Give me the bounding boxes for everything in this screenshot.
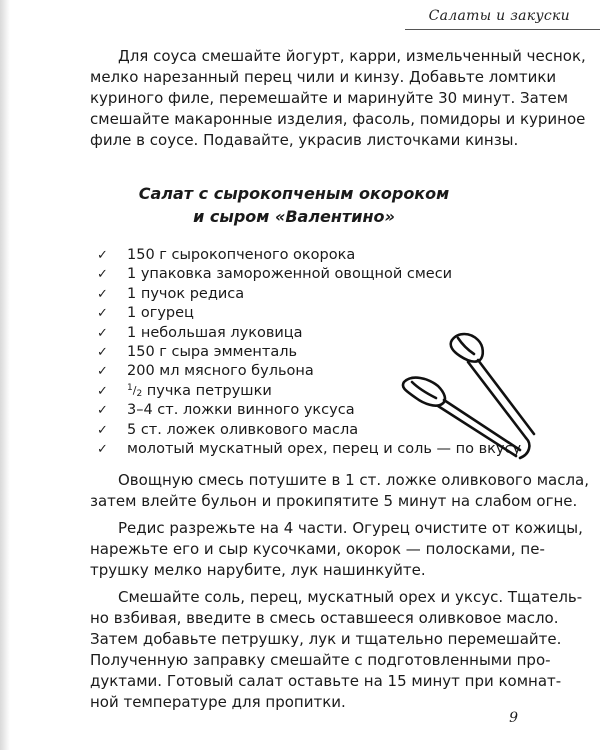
ingredient-text: 1 пучок редиса [127, 285, 245, 302]
ingredient-item [97, 265, 521, 284]
ingredient-item [97, 285, 521, 304]
text-line: мелко нарезанный перец чили и кинзу. Добавьте ломтики [90, 68, 557, 86]
ingredient-text: 5 ст. ложек оливкового масла [127, 421, 359, 438]
checkmark-icon: ✓ [97, 267, 108, 283]
method-paragraph [90, 470, 589, 713]
checkmark-icon: ✓ [97, 441, 108, 457]
recipe-title-line: Салат с сырокопченым окороком [138, 184, 450, 203]
text-line: Овощную смесь потушите в 1 ст. ложке оливкового масла, [118, 471, 589, 489]
text-line: трушку мелко нарубите, лук нашинкуйте. [90, 561, 426, 579]
ingredient-item [97, 246, 521, 265]
page-gutter-shadow [0, 0, 10, 750]
ingredient-text: молотый мускатный орех, перец и соль — по вкусу [127, 440, 522, 457]
ingredient-text: пучка петрушки [146, 382, 272, 399]
checkmark-icon: ✓ [97, 344, 108, 360]
checkmark-icon: ✓ [97, 248, 108, 263]
text-line: затем влейте бульон и прокипятите 5 минут на слабом огне. [90, 492, 578, 510]
page-number: 9 [509, 710, 518, 726]
fraction-half: $^1/_2$ [127, 382, 143, 399]
checkmark-icon: ✓ [97, 364, 108, 380]
text-line: смешайте макаронные изделия, фасоль, помидоры и куриное [90, 110, 586, 128]
recipe-title-line: и сыром «Валентино» [193, 207, 395, 226]
ingredient-text: 200 мл мясного бульона [127, 363, 314, 380]
text-line: нарежьте его и сыр кусочками, окорок — полосками, пе- [90, 540, 545, 558]
fraction-denominator: 2 [136, 388, 143, 399]
recipe-title [90, 182, 498, 228]
ingredient-text: 1 огурец [127, 305, 194, 322]
text-line: Редис разрежьте на 4 части. Огурец очистите от кожицы, [118, 519, 583, 537]
text-line: ной температуре для пропитки. [90, 693, 346, 711]
intro-paragraph [90, 46, 586, 151]
ingredient-text: 3–4 ст. ложки винного уксуса [127, 402, 355, 419]
text-line: куриного филе, перемешайте и маринуйте 30 минут. Затем [90, 89, 569, 107]
ingredient-text: 150 г сыра эмменталь [127, 343, 298, 360]
text-line: но взбивая, введите в смесь оставшееся оливковое масло. [90, 609, 559, 627]
ingredient-item [97, 304, 521, 323]
checkmark-icon: ✓ [97, 403, 108, 419]
checkmark-icon: ✓ [97, 306, 108, 322]
checkmark-icon: ✓ [97, 286, 108, 302]
running-header: Салаты и закуски [428, 8, 570, 24]
checkmark-icon: ✓ [97, 325, 108, 341]
ingredient-text: 1 небольшая луковица [127, 324, 303, 341]
text-line: Смешайте соль, перец, мускатный орех и уксус. Тщатель- [118, 588, 583, 606]
ingredient-text: 1 упаковка замороженной овощной смеси [127, 266, 453, 283]
text-line: Полученную заправку смешайте с подготовленными про- [90, 651, 551, 669]
checkmark-icon: ✓ [97, 422, 108, 438]
text-line: филе в соусе. Подавайте, украсив листочками кинзы. [90, 131, 519, 149]
checkmark-icon: ✓ [97, 383, 108, 399]
tongs-illustration-icon [398, 326, 538, 464]
text-line: Для соуса смешайте йогурт, карри, измельченный чеснок, [118, 47, 586, 65]
header-rule [405, 29, 600, 30]
ingredient-text: 150 г сырокопченого окорока [127, 247, 356, 263]
text-line: дуктами. Готовый салат оставьте на 15 минут при комнат- [90, 672, 562, 690]
text-line: Затем добавьте петрушку, лук и тщательно перемешайте. [90, 630, 562, 648]
fraction-numerator: 1 [127, 382, 133, 393]
